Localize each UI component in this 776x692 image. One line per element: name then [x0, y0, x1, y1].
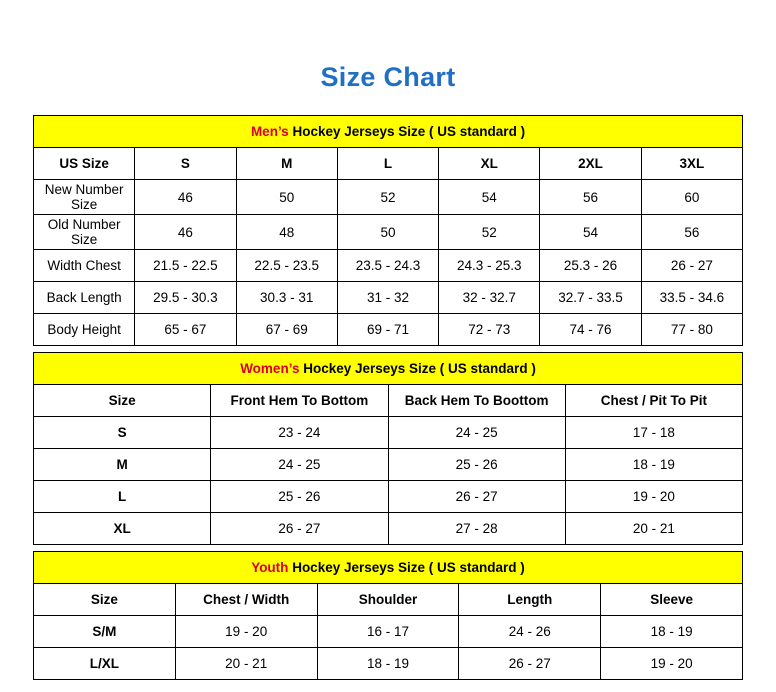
table-row	[34, 513, 743, 545]
womens-row-2-cell-3: 19 - 20	[565, 481, 742, 513]
table-row	[34, 250, 743, 282]
mens-header-cell-4: XL	[439, 148, 540, 180]
womens-row-1-cell-1: 24 - 25	[211, 449, 388, 481]
mens-row-0-label: New Number Size	[34, 180, 135, 215]
mens-row-2-cell-3: 23.5 - 24.3	[337, 250, 438, 282]
womens-row-2-cell-2: 26 - 27	[388, 481, 565, 513]
youth-row-1-cell-4: 19 - 20	[601, 648, 743, 680]
mens-row-4-cell-2: 67 - 69	[236, 314, 337, 346]
youth-row-0-cell-2: 16 - 17	[317, 616, 459, 648]
mens-row-2-cell-2: 22.5 - 23.5	[236, 250, 337, 282]
mens-row-2-label: Width Chest	[34, 250, 135, 282]
youth-row-0-cell-1: 19 - 20	[175, 616, 317, 648]
womens-row-0-label: S	[34, 417, 211, 449]
mens-row-0-cell-2: 50	[236, 180, 337, 215]
table-row	[34, 616, 743, 648]
youth-heading-accent: Youth	[251, 560, 289, 575]
table-row	[34, 417, 743, 449]
mens-row-2-cell-1: 21.5 - 22.5	[135, 250, 236, 282]
page-title: Size Chart	[320, 62, 456, 92]
youth-row-0-cell-3: 24 - 26	[459, 616, 601, 648]
mens-row-4-cell-1: 65 - 67	[135, 314, 236, 346]
womens-row-3-cell-1: 26 - 27	[211, 513, 388, 545]
mens-row-0-cell-3: 52	[337, 180, 438, 215]
mens-row-0-cell-5: 56	[540, 180, 641, 215]
womens-row-3-label: XL	[34, 513, 211, 545]
womens-header-cell-2: Back Hem To Boottom	[388, 385, 565, 417]
youth-size-table	[33, 551, 743, 680]
mens-row-0-cell-4: 54	[439, 180, 540, 215]
mens-row-3-cell-1: 29.5 - 30.3	[135, 282, 236, 314]
mens-row-0-cell-1: 46	[135, 180, 236, 215]
table-row	[34, 180, 743, 215]
table-header-row	[34, 385, 743, 417]
womens-row-0-cell-1: 23 - 24	[211, 417, 388, 449]
youth-section-heading	[34, 552, 743, 584]
table-header-row	[34, 584, 743, 616]
youth-row-0-label: S/M	[34, 616, 176, 648]
table-row	[34, 215, 743, 250]
womens-row-0-cell-3: 17 - 18	[565, 417, 742, 449]
table-header-row	[34, 148, 743, 180]
table-row	[34, 481, 743, 513]
womens-heading-rest: Hockey Jerseys Size ( US standard )	[299, 361, 536, 376]
table-section-heading-row	[34, 552, 743, 584]
size-chart-container	[33, 115, 743, 680]
youth-header-cell-1: Chest / Width	[175, 584, 317, 616]
youth-row-1-cell-1: 20 - 21	[175, 648, 317, 680]
womens-row-3-cell-3: 20 - 21	[565, 513, 742, 545]
womens-row-1-cell-2: 25 - 26	[388, 449, 565, 481]
womens-header-cell-3: Chest / Pit To Pit	[565, 385, 742, 417]
mens-row-3-cell-4: 32 - 32.7	[439, 282, 540, 314]
table-row	[34, 282, 743, 314]
youth-header-cell-2: Shoulder	[317, 584, 459, 616]
mens-row-3-label: Back Length	[34, 282, 135, 314]
table-row	[34, 314, 743, 346]
mens-header-cell-3: L	[337, 148, 438, 180]
mens-row-4-cell-3: 69 - 71	[337, 314, 438, 346]
mens-row-3-cell-5: 32.7 - 33.5	[540, 282, 641, 314]
table-row	[34, 449, 743, 481]
womens-row-1-label: M	[34, 449, 211, 481]
womens-heading-accent: Women’s	[240, 361, 300, 376]
mens-header-cell-5: 2XL	[540, 148, 641, 180]
youth-row-1-label: L/XL	[34, 648, 176, 680]
mens-row-4-label: Body Height	[34, 314, 135, 346]
mens-row-4-cell-4: 72 - 73	[439, 314, 540, 346]
mens-row-1-label: Old Number Size	[34, 215, 135, 250]
womens-row-1-cell-3: 18 - 19	[565, 449, 742, 481]
mens-header-cell-1: S	[135, 148, 236, 180]
youth-row-1-cell-2: 18 - 19	[317, 648, 459, 680]
youth-heading-rest: Hockey Jerseys Size ( US standard )	[288, 560, 525, 575]
mens-row-4-cell-6: 77 - 80	[641, 314, 742, 346]
mens-row-3-cell-6: 33.5 - 34.6	[641, 282, 742, 314]
mens-row-1-cell-4: 52	[439, 215, 540, 250]
womens-header-cell-1: Front Hem To Bottom	[211, 385, 388, 417]
youth-header-cell-3: Length	[459, 584, 601, 616]
mens-size-table	[33, 115, 743, 346]
mens-row-0-cell-6: 60	[641, 180, 742, 215]
mens-row-2-cell-6: 26 - 27	[641, 250, 742, 282]
mens-row-3-cell-2: 30.3 - 31	[236, 282, 337, 314]
womens-row-2-label: L	[34, 481, 211, 513]
mens-row-2-cell-4: 24.3 - 25.3	[439, 250, 540, 282]
mens-row-4-cell-5: 74 - 76	[540, 314, 641, 346]
womens-size-table	[33, 352, 743, 545]
mens-row-2-cell-5: 25.3 - 26	[540, 250, 641, 282]
youth-row-1-cell-3: 26 - 27	[459, 648, 601, 680]
table-section-heading-row	[34, 116, 743, 148]
womens-row-0-cell-2: 24 - 25	[388, 417, 565, 449]
mens-row-1-cell-3: 50	[337, 215, 438, 250]
womens-header-cell-0: Size	[34, 385, 211, 417]
mens-header-cell-0: US Size	[34, 148, 135, 180]
womens-row-2-cell-1: 25 - 26	[211, 481, 388, 513]
mens-heading-rest: Hockey Jerseys Size ( US standard )	[288, 124, 526, 139]
youth-header-cell-4: Sleeve	[601, 584, 743, 616]
youth-header-cell-0: Size	[34, 584, 176, 616]
womens-section-heading	[34, 353, 743, 385]
womens-row-3-cell-2: 27 - 28	[388, 513, 565, 545]
mens-row-1-cell-1: 46	[135, 215, 236, 250]
table-section-heading-row	[34, 353, 743, 385]
mens-section-heading	[34, 116, 743, 148]
mens-heading-accent: Men’s	[250, 124, 289, 139]
mens-row-1-cell-2: 48	[236, 215, 337, 250]
mens-row-1-cell-6: 56	[641, 215, 742, 250]
mens-header-cell-2: M	[236, 148, 337, 180]
youth-row-0-cell-4: 18 - 19	[601, 616, 743, 648]
table-row	[34, 648, 743, 680]
mens-row-3-cell-3: 31 - 32	[337, 282, 438, 314]
mens-header-cell-6: 3XL	[641, 148, 742, 180]
mens-row-1-cell-5: 54	[540, 215, 641, 250]
